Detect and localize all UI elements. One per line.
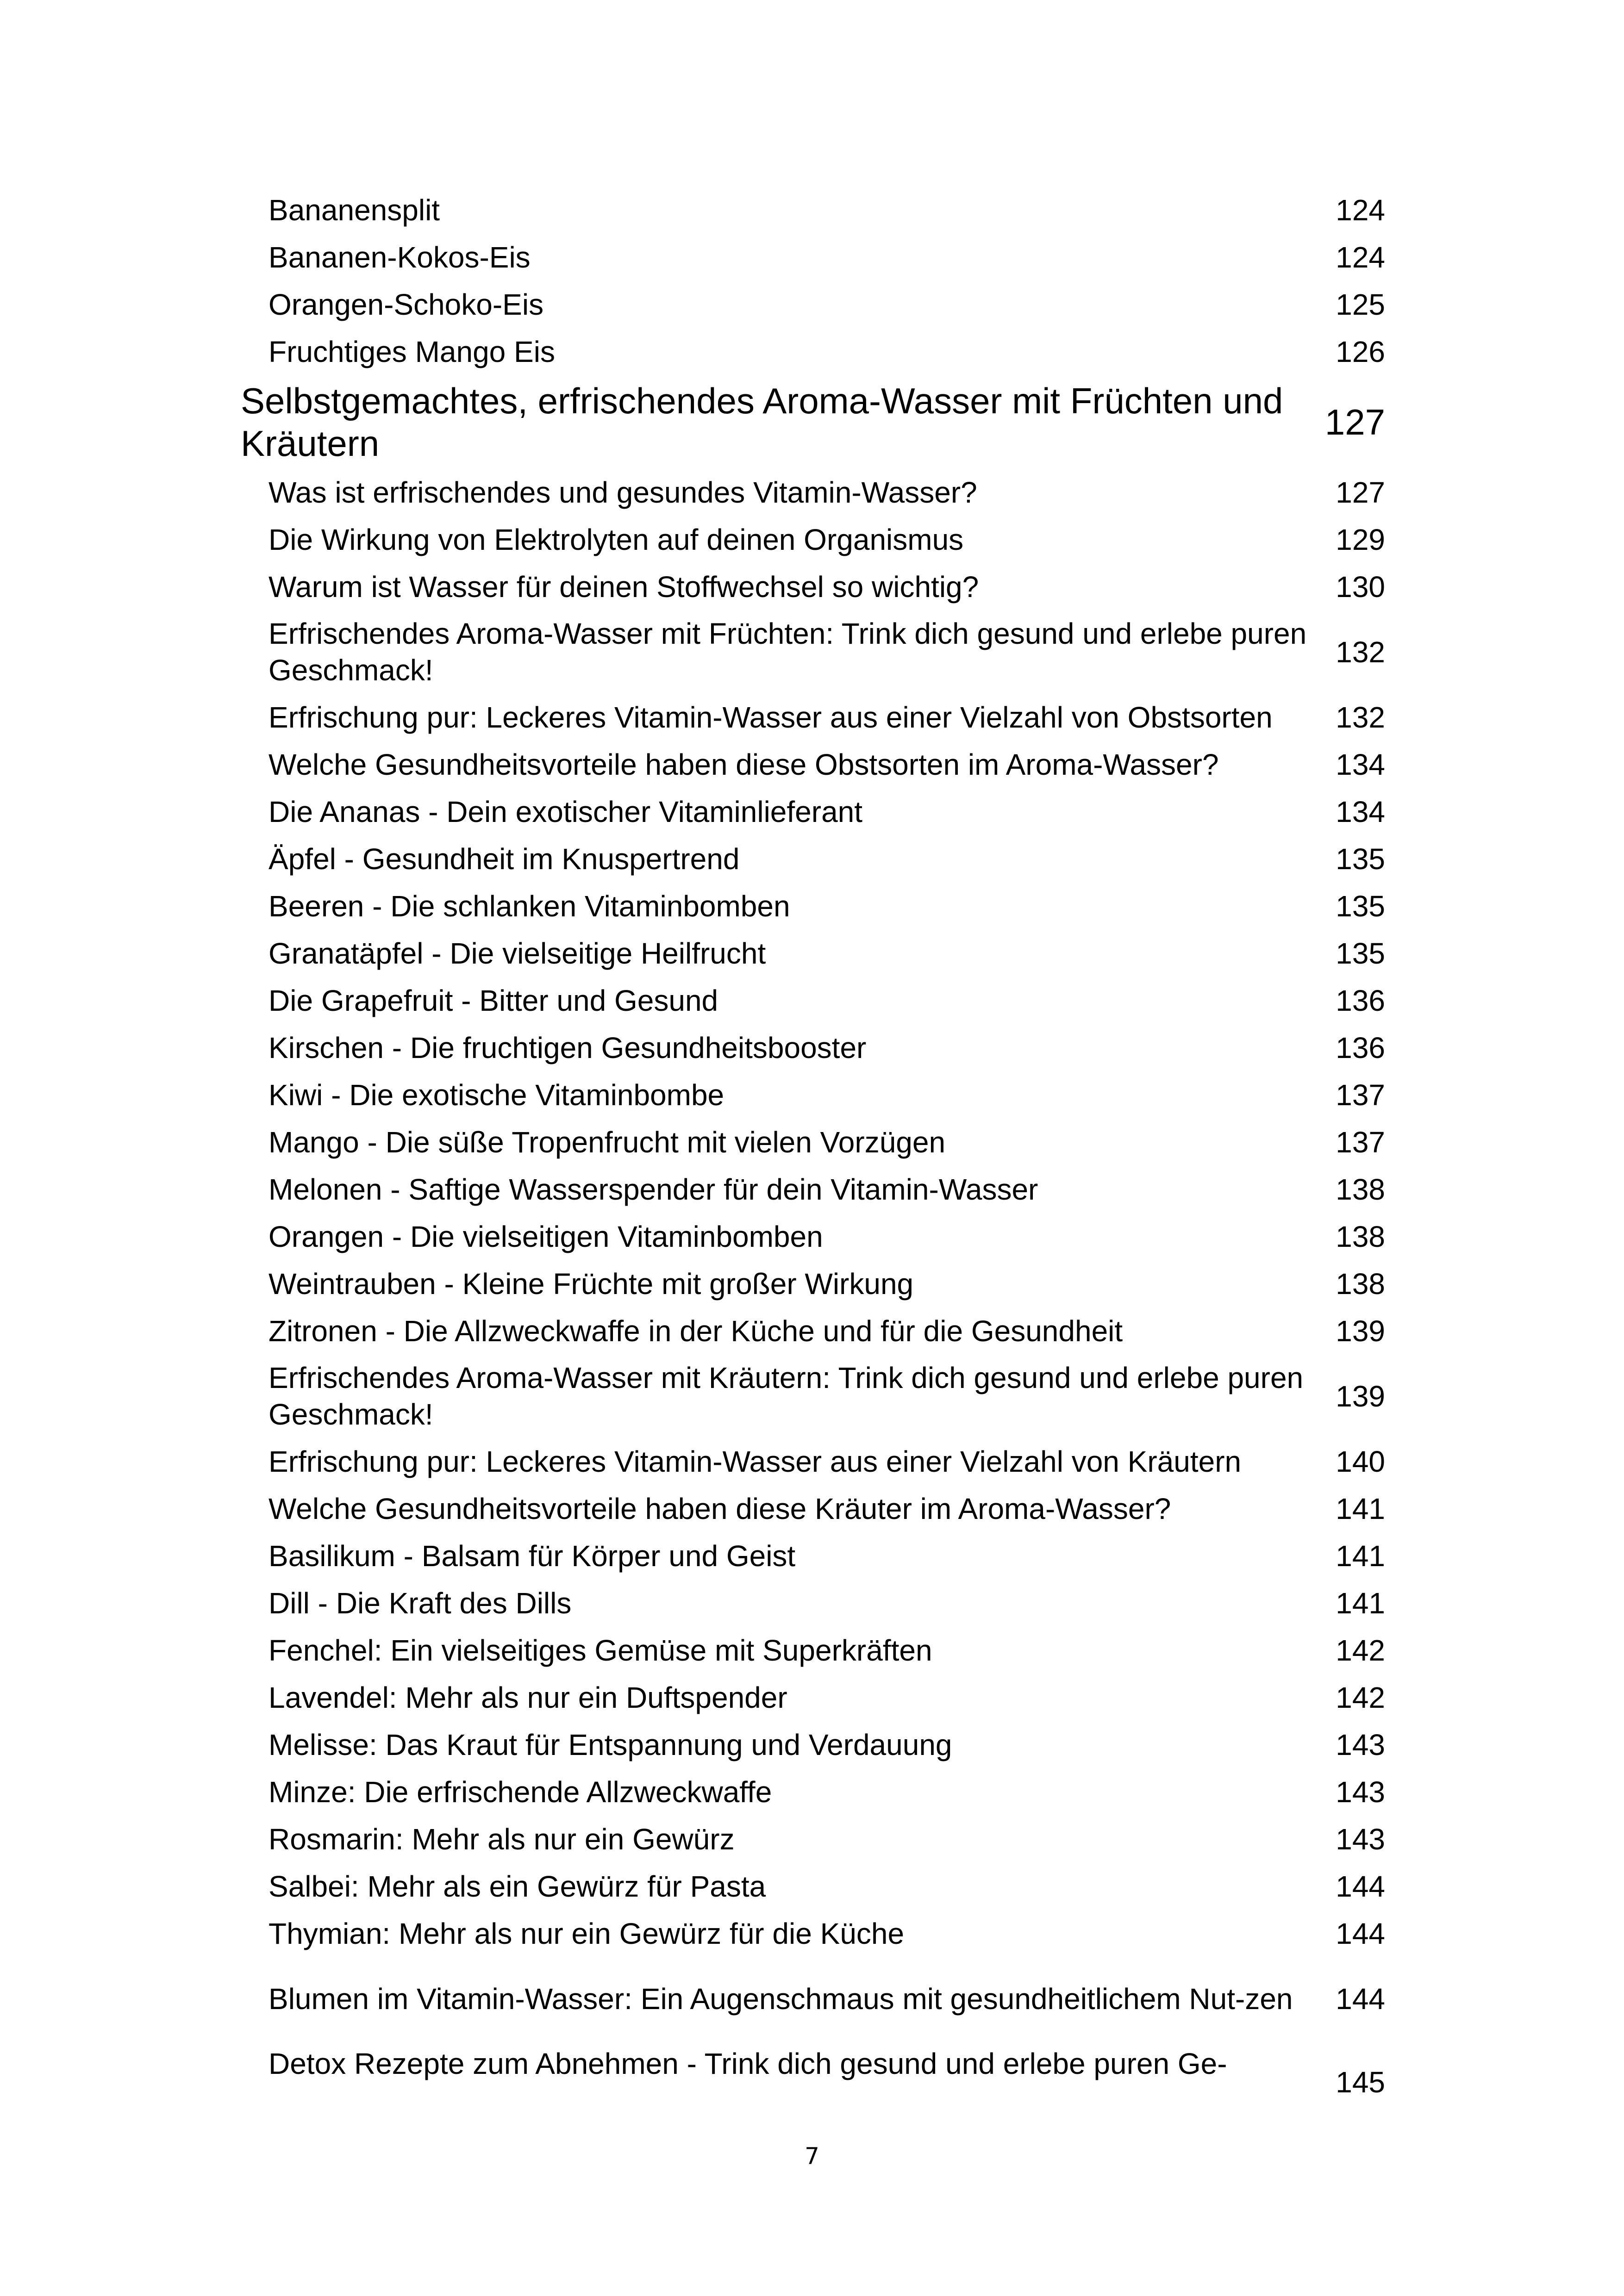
toc-entry-page: 144: [1336, 1870, 1385, 1903]
toc-entry-page: 124: [1336, 241, 1385, 274]
toc-entry: [269, 699, 1385, 736]
toc-entry-title: Die Wirkung von Elektrolyten auf deinen Organismus: [269, 523, 964, 556]
toc-entry-title: Weintrauben - Kleine Früchte mit großer Wirkung: [269, 1267, 914, 1300]
toc-entry: [269, 1077, 1385, 1114]
toc-entry: [269, 569, 1385, 605]
toc-entry-page: 124: [1336, 193, 1385, 227]
page-number: 7: [805, 2143, 819, 2170]
toc-chapter-entry: [241, 378, 1385, 466]
toc-entry-title: Thymian: Mehr als nur ein Gewürz für die Küche: [269, 1917, 905, 1950]
toc-entry: [269, 1171, 1385, 1208]
toc-entry-title: Was ist erfrischendes und gesundes Vitamin-Wasser?: [269, 476, 977, 509]
toc-entry-page: 135: [1336, 842, 1385, 876]
toc-entry-title: Erfrischendes Aroma-Wasser mit Kräutern: Trink dich gesund und erlebe puren Geschmack!: [269, 1361, 1304, 1431]
toc-entry-page: 143: [1336, 1775, 1385, 1809]
toc-entry-title: Melisse: Das Kraut für Entspannung und Verdauung: [269, 1728, 952, 1761]
toc-entry-page: 138: [1336, 1173, 1385, 1206]
toc-entry: [269, 1538, 1385, 1574]
toc-entry-page: 138: [1336, 1220, 1385, 1253]
toc-entry-page: 140: [1336, 1445, 1385, 1478]
toc-entry-title: Orangen-Schoko-Eis: [269, 288, 544, 321]
toc-entry: [269, 1680, 1385, 1716]
toc-entry: [269, 1030, 1385, 1066]
toc-entry: [269, 1916, 1385, 1952]
toc-entry: [269, 1360, 1385, 1433]
toc-entry: [269, 1124, 1385, 1161]
toc-entry-title: Die Grapefruit - Bitter und Gesund: [269, 984, 718, 1017]
toc-entry-page: 142: [1336, 1681, 1385, 1714]
toc-entry-title: Selbstgemachtes, erfrischendes Aroma-Wasser mit Früchten und Kräutern: [241, 380, 1283, 464]
toc-entry-page: 134: [1336, 748, 1385, 781]
toc-entry: [269, 1491, 1385, 1527]
toc-entry-title: Fenchel: Ein vielseitiges Gemüse mit Superkräften: [269, 1634, 932, 1667]
toc-entry-title: Erfrischendes Aroma-Wasser mit Früchten: Trink dich gesund und erlebe puren Geschmack!: [269, 617, 1307, 687]
toc-entry-title: Melonen - Saftige Wasserspender für dein Vitamin-Wasser: [269, 1173, 1038, 1206]
toc-entry-page: 141: [1336, 1539, 1385, 1573]
toc-entry: [269, 1444, 1385, 1480]
toc-entry-page: 126: [1336, 335, 1385, 368]
toc-entry: [269, 474, 1385, 511]
toc-entry-title: Lavendel: Mehr als nur ein Duftspender: [269, 1681, 787, 1714]
toc-entry-title: Welche Gesundheitsvorteile haben diese Kräuter im Aroma-Wasser?: [269, 1492, 1171, 1525]
toc-entry-title: Erfrischung pur: Leckeres Vitamin-Wasser aus einer Vielzahl von Kräutern: [269, 1445, 1242, 1478]
toc-entry-title: Mango - Die süße Tropenfrucht mit vielen Vorzügen: [269, 1126, 946, 1159]
toc-entry-page: 132: [1336, 635, 1385, 669]
toc-entry-page: 144: [1336, 1982, 1385, 2016]
toc-entry: [269, 1313, 1385, 1350]
toc-entry: [269, 1219, 1385, 1255]
toc-entry-page: 134: [1336, 795, 1385, 828]
toc-entry: [269, 1727, 1385, 1763]
toc-entry-page: 144: [1336, 1917, 1385, 1950]
toc-entry-page: 132: [1336, 701, 1385, 734]
toc-entry: [269, 1632, 1385, 1669]
toc-entry-page: 135: [1336, 890, 1385, 923]
toc-entry-title: Zitronen - Die Allzweckwaffe in der Küche und für die Gesundheit: [269, 1314, 1123, 1348]
toc-entry-title: Äpfel - Gesundheit im Knuspertrend: [269, 842, 740, 876]
toc-entry: [269, 747, 1385, 783]
toc-entry: [269, 192, 1385, 229]
toc-entry-page: 143: [1336, 1823, 1385, 1856]
toc-entry: [269, 1266, 1385, 1302]
toc-entry-title: Erfrischung pur: Leckeres Vitamin-Wasser aus einer Vielzahl von Obstsorten: [269, 701, 1273, 734]
toc-entry-title: Basilikum - Balsam für Körper und Geist: [269, 1539, 796, 1573]
toc-entry: [269, 983, 1385, 1019]
toc-entry-title: Bananensplit: [269, 193, 440, 227]
toc-entry-page: 145: [1336, 2065, 1385, 2099]
toc-entry-title: Granatäpfel - Die vielseitige Heilfrucht: [269, 937, 766, 970]
toc-entry: [269, 1868, 1385, 1905]
toc-entry-page: 136: [1336, 1031, 1385, 1064]
toc-entry: [269, 1774, 1385, 1811]
toc-entry-title: Warum ist Wasser für deinen Stoffwechsel so wichtig?: [269, 570, 979, 604]
toc-entry-page: 125: [1336, 288, 1385, 321]
toc-entry-title: Salbei: Mehr als ein Gewürz für Pasta: [269, 1870, 766, 1903]
toc-entry-title: Minze: Die erfrischende Allzweckwaffe: [269, 1775, 772, 1809]
toc-entry-title: Blumen im Vitamin-Wasser: Ein Augenschmaus mit gesundheitlichem Nut-zen: [269, 1982, 1293, 2016]
toc-entry-page: 137: [1336, 1126, 1385, 1159]
toc-entry-page: 143: [1336, 1728, 1385, 1761]
toc-entry-page: 141: [1336, 1587, 1385, 1620]
toc-entry-title: Fruchtiges Mango Eis: [269, 335, 555, 368]
toc-entry-title: Orangen - Die vielseitigen Vitaminbomben: [269, 1220, 823, 1253]
toc-entry-page: 141: [1336, 1492, 1385, 1525]
toc-entry-page: 129: [1336, 523, 1385, 556]
toc-entry: [269, 616, 1385, 689]
toc-entry: [269, 1585, 1385, 1622]
toc-entry-page: 130: [1336, 570, 1385, 604]
toc-entry-title: Kiwi - Die exotische Vitaminbombe: [269, 1078, 725, 1112]
toc-entry-title: Bananen-Kokos-Eis: [269, 241, 531, 274]
toc-entry: [269, 1821, 1385, 1858]
toc-entry-title: Detox Rezepte zum Abnehmen - Trink dich gesund und erlebe puren Ge-: [269, 2047, 1227, 2080]
toc-entry-page: 137: [1336, 1078, 1385, 1112]
toc-entry-page: 139: [1336, 1314, 1385, 1348]
toc-entry-title: Beeren - Die schlanken Vitaminbomben: [269, 890, 790, 923]
toc-entry-title: Rosmarin: Mehr als nur ein Gewürz: [269, 1823, 735, 1856]
toc-entry-title: Welche Gesundheitsvorteile haben diese Obstsorten im Aroma-Wasser?: [269, 748, 1219, 781]
toc-entry: [269, 334, 1385, 370]
toc-entry: [269, 888, 1385, 925]
toc-entry: [269, 286, 1385, 323]
toc-entry: [269, 794, 1385, 830]
toc-entry-page: 138: [1336, 1267, 1385, 1300]
toc-entry: [269, 935, 1385, 972]
toc-entry-page: 139: [1336, 1379, 1385, 1413]
toc-entry-title: Dill - Die Kraft des Dills: [269, 1587, 572, 1620]
toc-entry-page: 127: [1336, 476, 1385, 509]
toc-entry: [269, 1962, 1385, 2035]
toc-entry: [269, 239, 1385, 276]
toc-entry-page: 135: [1336, 937, 1385, 970]
toc-entry: [269, 522, 1385, 558]
toc-entry: [269, 2046, 1385, 2119]
toc-entry-title: Die Ananas - Dein exotischer Vitaminlieferant: [269, 795, 863, 828]
toc-entry: [269, 841, 1385, 877]
toc-entry-title: Kirschen - Die fruchtigen Gesundheitsbooster: [269, 1031, 867, 1064]
toc-entry-page: 127: [1324, 402, 1385, 442]
toc-entry-page: 142: [1336, 1634, 1385, 1667]
toc-entry-page: 136: [1336, 984, 1385, 1017]
